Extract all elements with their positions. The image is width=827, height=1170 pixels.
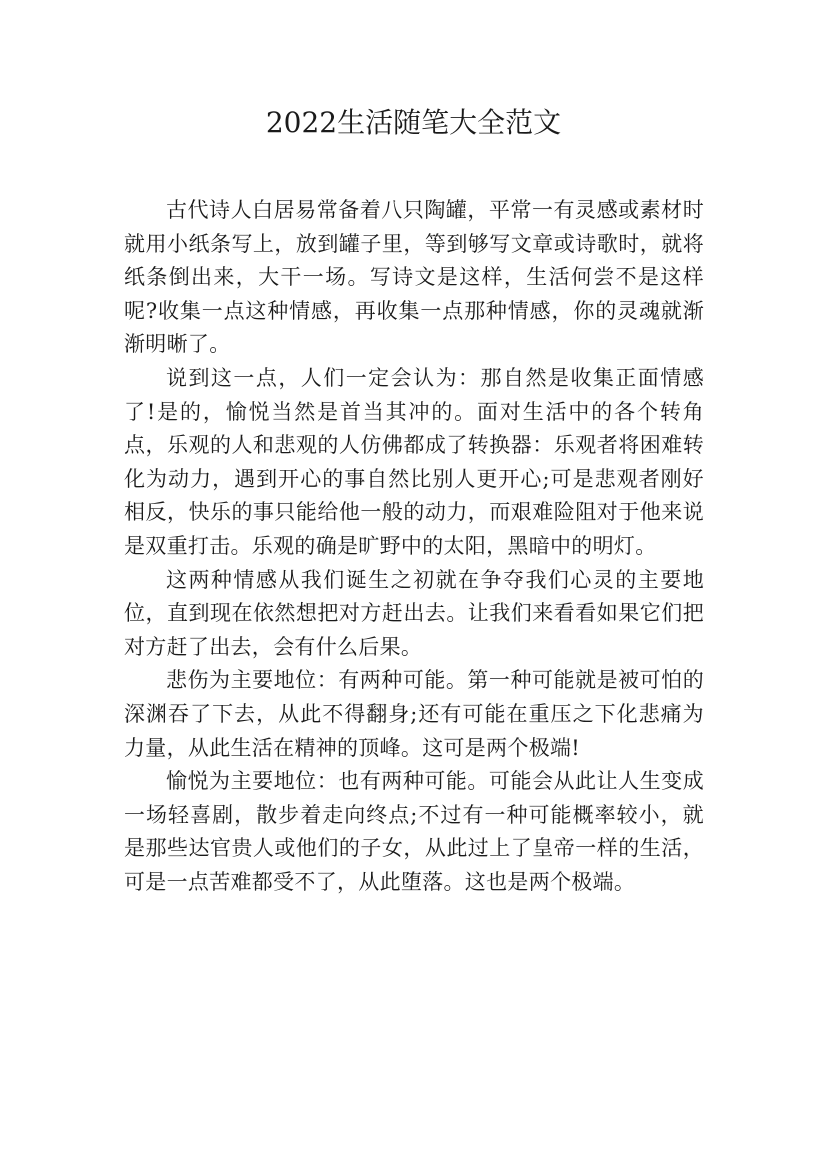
document-title: 2022生活随笔大全范文 bbox=[265, 106, 562, 139]
paragraph-5: 愉悦为主要地位：也有两种可能。可能会从此让人生变成一场轻喜剧，散步着走向终点;不过有一种可能概率较小，就是那些达官贵人或他们的子女，从此过上了皇帝一样的生活，可是一点苦难都受不了，从此堕落。这也是两个极端。 bbox=[124, 769, 704, 894]
paragraph-4: 悲伤为主要地位：有两种可能。第一种可能就是被可怕的深渊吞了下去，从此不得翻身;还有可能在重压之下化悲痛为力量，从此生活在精神的顶峰。这可是两个极端! bbox=[124, 668, 704, 760]
paragraph-2: 说到这一点，人们一定会认为：那自然是收集正面情感了!是的，愉悦当然是首当其冲的。面对生活中的各个转角点，乐观的人和悲观的人仿佛都成了转换器：乐观者将困难转化为动力，遇到开心的事自然比别人更开心;可是悲观者刚好相反，快乐的事只能给他一般的动力，而艰难险阻对于他来说是双重打击。乐观的确是旷野中的太阳，黑暗中的明灯。 bbox=[124, 365, 704, 558]
paragraph-1: 古代诗人白居易常备着八只陶罐，平常一有灵感或素材时就用小纸条写上，放到罐子里，等到够写文章或诗歌时，就将纸条倒出来，大干一场。写诗文是这样，生活何尝不是这样呢?收集一点这种情感，再收集一点那种情感，你的灵魂就渐渐明晰了。 bbox=[124, 198, 704, 357]
document-body bbox=[124, 194, 704, 899]
paragraph-3: 这两种情感从我们诞生之初就在争夺我们心灵的主要地位，直到现在依然想把对方赶出去。让我们来看看如果它们把对方赶了出去，会有什么后果。 bbox=[124, 567, 704, 659]
